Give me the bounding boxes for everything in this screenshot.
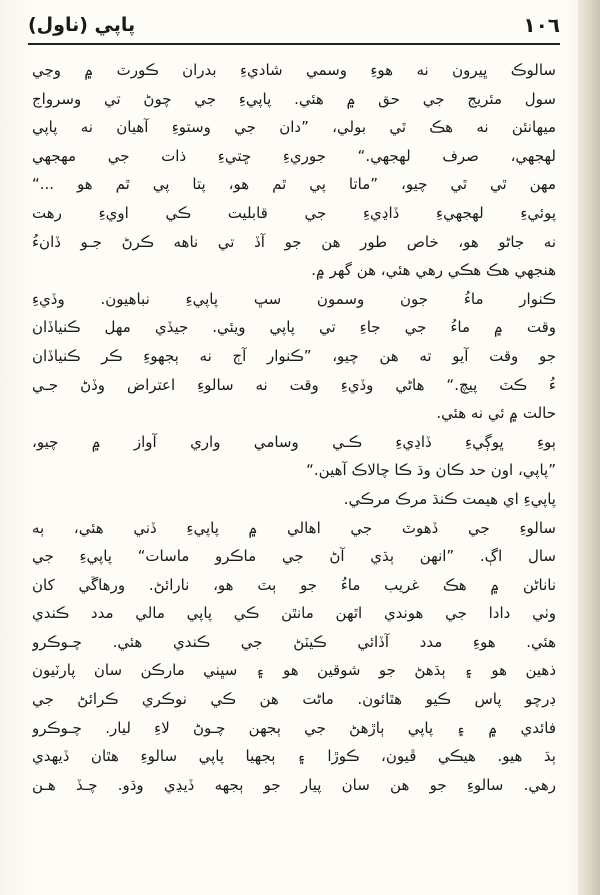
text-line: هئي. هوءِ مدد آڏائي ڪيٽڻ جي ڪندي هئي. چـوڪرو (32, 632, 556, 651)
header-divider (28, 43, 560, 45)
page-number: ١٠٦ (523, 13, 560, 37)
text-line: سال اڳ. ”انهن ٻڌي آڻ جي ماڪرو ماسات“ پاپيءِ جي (32, 547, 556, 566)
text-line: ذهين هو ۽ ٻڌهڻ جو شوقين هو ۽ سڀني مارڪن سان پارٽيون (32, 661, 556, 680)
body-text (32, 56, 556, 799)
text-line: پوئيءِ لهجهيءِ ڏاڍيءِ جي قابليت ڪي اويءِ رهت (32, 203, 556, 222)
text-line: ڪنوار ماءُ جون وسمون سڀ پاپيءِ نباهيون. وڏيءِ (32, 289, 556, 308)
text-line: رهي. سالوءِ جو هن سان پيار جو ٻجهه ڏيڍي وڌو. چـڏ هـن (32, 775, 556, 794)
text-line: ءُ ڪٽ پيچ.“ هاڻي وڏيءِ وقت نه سالوءِ اعتراض وڏڻ جـي (32, 375, 556, 394)
running-title: پاپي (ناول) (28, 14, 136, 36)
text-line: پاپيءِ اي هيمت ڪنڌ مرڪ مرڪي. (343, 489, 556, 508)
book-spine-shadow (578, 0, 600, 895)
text-line: وقت ۾ ماءُ جي جاءِ تي پاپي ويئي. جيڏي مهل ڪنياڏان (32, 318, 556, 337)
text-line: مهن ٿي ٿي چيو، ”ماتا پي ٿم هو، پتا پي ٿم هو ...“ (32, 175, 556, 194)
text-line: ”پاپي، اون حد ڪان وڌ ڪا چالاڪ آهين.“ (306, 461, 556, 480)
text-line: وٺي دادا جي هوندي اٿهن مانٿن ڪي پاپي مالي مدد ڪندي (32, 604, 556, 623)
text-line: ناناڻن ۾ هڪ غريب ماءُ جو ٻٽ هو، نارائڻ. ورهاڱي کان (32, 575, 556, 594)
text-line: سالوءِ جي ڏهوٽ جي اهالي ۾ پاپيءِ ڏني هئي، ٻه (32, 518, 556, 537)
text-line: فائدي ۾ ۽ پاپي ٻاڙهڻ جي ٻجهن چـوڻ لاءِ ليار. چـوڪرو (32, 718, 556, 737)
text-line: ٻوءِ ڀوڳيءِ ڏاڍيءِ ڪـي وسامي واري آواز ۾ چيو، (32, 432, 556, 451)
text-line: ميهانئن نه هڪ ٿي بولي، ”دان جي وستوءِ آهيان نه پاپي (32, 118, 556, 137)
text-line: هنجهي هڪ هڪي رهي هئي، هن گهر ۾. (311, 261, 556, 280)
text-line: لهجهي، صرف لهجهي.“ جوريءِ ڇتيءِ ذات جي مهجهي (32, 146, 556, 165)
text-line: ڊرچو پاس ڪيو هٿائون. ماڻت هن ڪي نوڪري ڪرائڻ جي (32, 690, 556, 709)
text-line: ٻڌ هيو. هيڪي ڦيون، ڪوڙا ۽ ٻجهيا پاپي سالوءِ هٿان ڏيهدي (32, 747, 556, 766)
text-line: حالت ۾ ئي نه هئي. (436, 404, 556, 423)
text-line: سول مئريج جي حق ۾ هئي. پاپيءِ جي چوڻ تي وسرواج (32, 89, 556, 108)
page-header (28, 8, 560, 42)
text-line: جو وقت آيو ته هن چيو، ”ڪنوار آڄ نه ٻجهوءِ ڪر ڪنياڏان (32, 346, 556, 365)
text-line: نه جاڻو هو، خاص طور هن جو آڏ تي ناهه ڪرڻ جـو ڏانءُ (32, 232, 556, 251)
text-line: سالوڪ ڀيرون نه هوءِ وسمي شاديءِ بدران ڪورٽ ۾ وڃي (32, 61, 556, 79)
